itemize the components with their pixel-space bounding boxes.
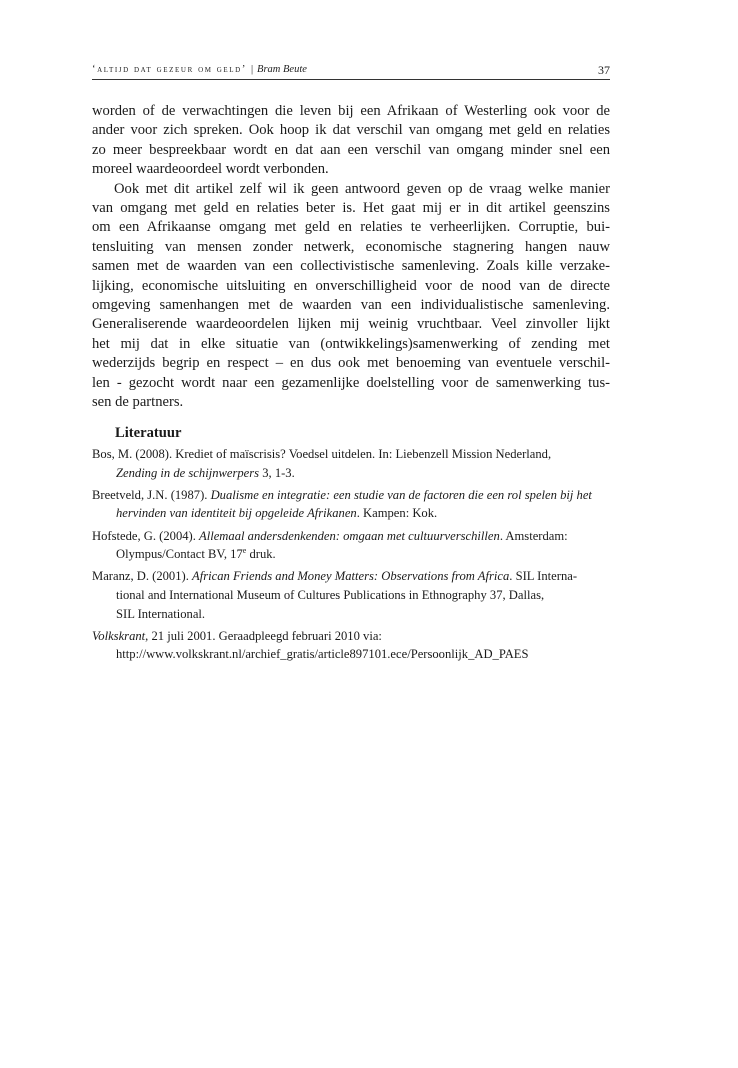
reference-line bbox=[92, 527, 610, 546]
running-head-author: Bram Beute bbox=[257, 64, 307, 75]
running-head-separator: | bbox=[250, 64, 254, 75]
reference-text: druk. bbox=[246, 547, 276, 562]
reference-line bbox=[92, 627, 610, 646]
running-head bbox=[92, 64, 610, 75]
body-line: van omgang met geld en relaties beter is. Het gaat mij er in dit artikel geenszins bbox=[92, 200, 610, 217]
reference-title: Allemaal andersdenkenden: omgaan met cultuurverschillen bbox=[199, 528, 500, 543]
reference-item bbox=[92, 486, 610, 523]
reference-line bbox=[92, 464, 610, 483]
reference-line bbox=[92, 504, 610, 523]
reference-text: Olympus/Contact BV, 17 bbox=[116, 547, 243, 562]
body-line: omgeving samenhangen met de waarden van een individualistische samenleving. bbox=[92, 297, 610, 314]
reference-title: Dualisme en integratie: een studie van de factoren die een rol spelen bij het bbox=[210, 487, 592, 502]
body-line: het mij dat in elke situatie van (ontwikkelings)samenwerking of zending met bbox=[92, 335, 610, 352]
body-line: sen de partners. bbox=[92, 394, 184, 411]
reference-item bbox=[92, 527, 610, 564]
reference-url[interactable]: http://www.volkskrant.nl/archief_gratis/article897101.ece/Persoonlijk_AD_PAES bbox=[116, 647, 529, 662]
reference-text: Hofstede, G. (2004). bbox=[92, 528, 200, 543]
reference-line bbox=[92, 567, 610, 586]
reference-text: . Kampen: Kok. bbox=[356, 506, 438, 521]
body-line: worden of de verwachtingen die leven bij een Afrikaan of Westerling ook voor de bbox=[92, 103, 610, 119]
reference-title: African Friends and Money Matters: Observations from Africa bbox=[192, 569, 510, 584]
body-line: wederzijds begrip en respect – en dus ook met benoeming van eventuele verschil- bbox=[92, 355, 610, 372]
body-line: tensluiting van mensen zonder netwerk, economische stagnering hangen nauw bbox=[92, 238, 610, 255]
body-line: zo meer bespreekbaar wordt en dat aan een verschil van omgang minder snel een bbox=[92, 141, 610, 158]
header-rule bbox=[92, 79, 610, 80]
reference-text: Maranz, D. (2001). bbox=[92, 569, 193, 584]
page-number: 37 bbox=[598, 63, 610, 77]
reference-text: Breetveld, J.N. (1987). bbox=[92, 487, 211, 502]
reference-title: hervinden van identiteit bij opgeleide Afrikanen bbox=[116, 506, 357, 521]
body-line: om een Afrikaanse omgang met geld en relaties te verheerlijken. Corruptie, bui- bbox=[92, 219, 610, 236]
literature-heading: Literatuur bbox=[115, 425, 182, 441]
body-line: Ook met dit artikel zelf wil ik geen antwoord geven op de vraag welke manier bbox=[114, 180, 610, 197]
reference-line: tional and International Museum of Cultures Publications in Ethnography 37, Dallas, bbox=[116, 587, 545, 602]
body-text bbox=[92, 102, 610, 413]
reference-line: SIL International. bbox=[116, 606, 206, 621]
running-head-title: ‘altijd dat gezeur om geld’ bbox=[92, 64, 247, 75]
reference-title: Zending in de schijnwerpers bbox=[116, 465, 260, 480]
reference-text: 3, 1-3. bbox=[259, 465, 295, 480]
reference-line: Bos, M. (2008). Krediet of maïscrisis? Voedsel uitdelen. In: Liebenzell Mission Nederland, bbox=[92, 447, 552, 461]
reference-item bbox=[92, 567, 610, 623]
reference-text: , 21 juli 2001. Geraadpleegd februari 2010 via: bbox=[145, 628, 382, 643]
reference-item bbox=[92, 627, 610, 664]
body-line: samen met de waarden van een collectivistische samenleving. Zoals kille verzake- bbox=[92, 258, 610, 275]
reference-list bbox=[92, 445, 610, 668]
reference-line bbox=[92, 486, 610, 505]
edition-superscript: e bbox=[242, 546, 247, 556]
reference-item bbox=[92, 445, 610, 482]
reference-title: Volkskrant bbox=[92, 628, 146, 643]
reference-text: . Amsterdam: bbox=[499, 528, 568, 543]
body-line: lijking, economische uitsluiting en onverschilligheid voor de nood van de directe bbox=[92, 277, 610, 294]
reference-text: . SIL Interna- bbox=[509, 569, 578, 584]
body-line: moreel waardeoordeel wordt verbonden. bbox=[92, 161, 329, 178]
reference-line bbox=[92, 545, 610, 564]
body-line: ander voor zich spreken. Ook hoop ik dat verschil van omgang met geld en relaties bbox=[92, 122, 610, 139]
body-line: Generaliserende waardeoordelen lijken mij weinig vruchtbaar. Veel zinvoller lijkt bbox=[92, 316, 610, 333]
body-line: len - gezocht wordt naar een gezamenlijke doelstelling voor de samenwerking tus- bbox=[92, 374, 610, 391]
